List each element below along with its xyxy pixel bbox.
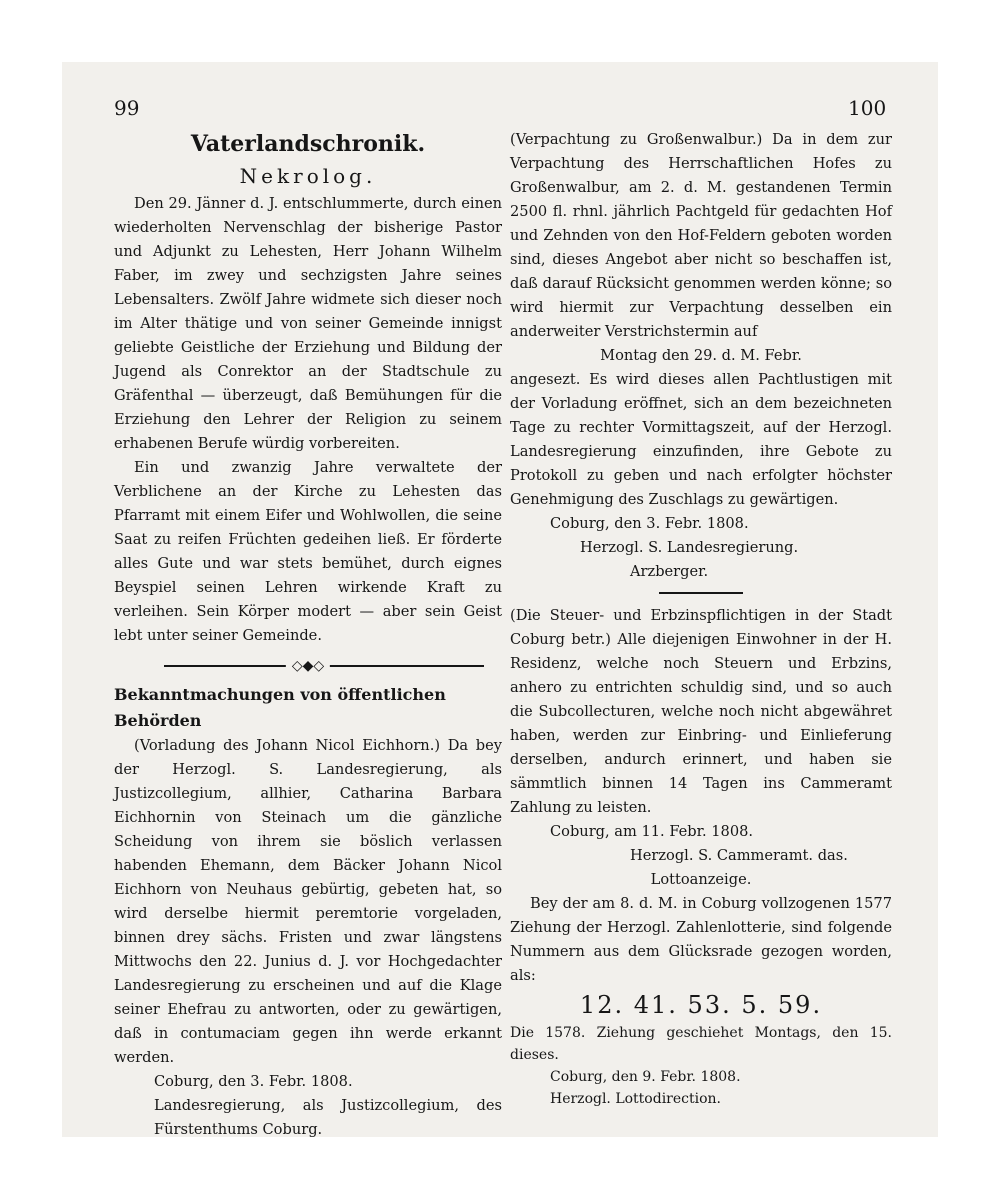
page-number-left: 99 bbox=[114, 96, 140, 120]
steuer-paragraph: (Die Steuer- und Erbzinspflichtigen in der Stadt Coburg betr.) Alle diejenigen Einwohner in der H. Residenz, welche noch Steuern und Erbzins, anhero zu entrichten schuldig sind, und so auch die Subcollecturen, welche noch nicht abgewähret haben, werden zur Einbring- und Einlieferung derselben, andurch erinnert, und haben sie sämmtlich binnen 14 Tagen ins Cammeramt Zahlung zu leisten. bbox=[510, 607, 892, 816]
section-title: Vaterlandschronik. bbox=[190, 131, 426, 157]
verpachtung-signature: Herzogl. S. Landesregierung. bbox=[580, 539, 799, 556]
verpachtung-paragraph: (Verpachtung zu Großenwalbur.) Da in dem zur Verpachtung des Herrschaftlichen Hofes zu Großenwalbur, am 2. d. M. gestandenen Termin 2500 fl. rhnl. jährlich Pachtgeld für gedachten Hof und Zehnden von den Hof-Feldern geboten worden sind, dieses Angebot aber nicht so beschaffen ist, daß darauf Rücksicht genommen werden könne; so wird hiermit zur Verpachtung desselben ein anderweiter Verstrichstermin auf bbox=[510, 131, 892, 340]
lotto-numbers bbox=[510, 990, 892, 1020]
lotto-paragraph-2: Die 1578. Ziehung geschiehet Montags, den 15. dieses. bbox=[510, 1025, 892, 1063]
verpachtung-signature-name: Arzberger. bbox=[630, 563, 709, 580]
verpachtung-date: Coburg, den 3. Febr. 1808. bbox=[550, 515, 749, 532]
nekrolog-paragraph-1: Den 29. Jänner d. J. entschlummerte, durch einen wiederholten Nervenschlag der bisherige Pastor und Adjunkt zu Lehesten, Herr Johann Wilhelm Faber, im zwey und sechzigsten Jahre seines Lebensalters. Zwölf Jahre widmete sich dieser noch im Alter thätige und von seiner Gemeinde innigst geliebte Geistliche der Erziehung und Bildung der Jugend als Conrektor an der Stadtschule zu Gräfenthal — überzeugt, daß Bemühungen für die Erziehung den Lehrer der Religion zu seinem erhabenen Berufe würdig vorbereiten. bbox=[114, 195, 502, 452]
lotto-number: 59. bbox=[777, 991, 823, 1019]
right-column bbox=[510, 128, 892, 1110]
nekrolog-paragraph-2: Ein und zwanzig Jahre verwaltete der Verblichene an der Kirche zu Lehesten das Pfarramt mit einem Eifer und Wohlwollen, die seine Saat zu reifen Früchten gedeihen ließ. Er förderte alles Gute und war stets bemühet, durch eignes Beyspiel seinen Lehren wirkende Kraft zu verleihen. Sein Körper modert — aber sein Geist lebt unter seiner Gemeinde. bbox=[114, 459, 502, 644]
section-subtitle: Nekrolog. bbox=[239, 164, 377, 188]
page-number-right: 100 bbox=[848, 96, 887, 120]
lotto-number: 41. bbox=[633, 991, 678, 1019]
lotto-number: 12. bbox=[579, 991, 625, 1019]
steuer-date: Coburg, am 11. Febr. 1808. bbox=[550, 823, 754, 840]
ornamental-divider bbox=[114, 656, 502, 676]
section-rule bbox=[659, 592, 743, 594]
lotto-heading: Lottoanzeige. bbox=[650, 871, 752, 888]
lotto-date: Coburg, den 9. Febr. 1808. bbox=[550, 1069, 741, 1085]
vorladung-date: Coburg, den 3. Febr. 1808. bbox=[154, 1073, 353, 1090]
verpachtung-termin: Montag den 29. d. M. Febr. bbox=[600, 347, 802, 364]
left-column bbox=[114, 128, 502, 1142]
lotto-paragraph: Bey der am 8. d. M. in Coburg vollzogenen 1577 Ziehung der Herzogl. Zahlenlotterie, sind folgende Nummern aus dem Glücksrade gezogen worden, als: bbox=[510, 895, 892, 984]
verpachtung-paragraph-2: angesezt. Es wird dieses allen Pachtlustigen mit der Vorladung eröffnet, sich an dem bezeichneten Tage zu rechter Vormittagszeit, auf der Herzogl. Landesregierung einzufinden, ihre Gebote zu Protokoll zu geben und nach erfolgter höchster Genehmigung des Zuschlags zu gewärtigen. bbox=[510, 371, 892, 508]
divider-ornament-icon: ◇◆◇ bbox=[286, 656, 330, 676]
lotto-signature: Herzogl. Lottodirection. bbox=[550, 1091, 721, 1107]
vorladung-signature: Landesregierung, als Justizcollegium, des Fürstenthums Coburg. bbox=[154, 1097, 502, 1138]
newspaper-page bbox=[62, 62, 938, 1137]
lotto-number: 5. bbox=[741, 991, 769, 1019]
announcements-heading: Bekanntmachungen von öffentlichen Behörden bbox=[114, 685, 446, 730]
steuer-signature: Herzogl. S. Cammeramt. das. bbox=[630, 847, 848, 864]
lotto-number: 53. bbox=[687, 991, 732, 1019]
vorladung-paragraph: (Vorladung des Johann Nicol Eichhorn.) Da bey der Herzogl. S. Landesregierung, als Justizcollegium, allhier, Catharina Barbara Eichhornin von Steinach um die gänzliche Scheidung von ihrem sie böslich verlassen habenden Ehemann, dem Bäcker Johann Nicol Eichhorn von Neuhaus gebürtig, gebeten hat, so wird derselbe hiermit peremtorie vorgeladen, binnen drey sächs. Fristen und zwar längstens Mittwochs den 22. Junius d. J. vor Hochgedachter Landesregierung zu erscheinen und auf die Klage seiner Ehefrau zu antworten, oder zu gewärtigen, daß in contumaciam gegen ihn werde erkannt werden. bbox=[114, 737, 502, 1066]
